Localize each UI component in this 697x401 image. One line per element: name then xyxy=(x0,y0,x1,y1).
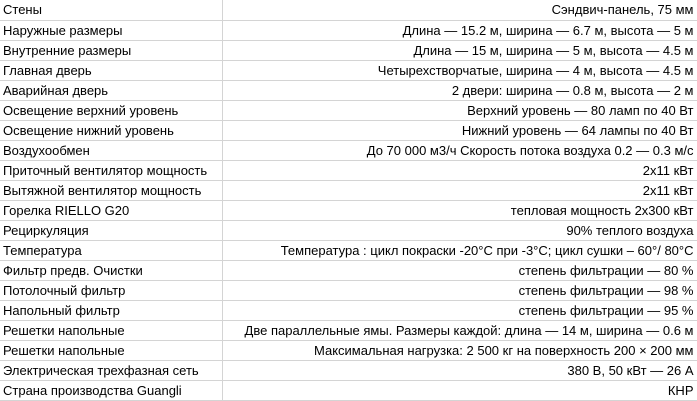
row-value-air-exchange: До 70 000 м3/ч Скорость потока воздуха 0.2 — 0.3 м/с xyxy=(222,140,697,160)
table-row xyxy=(0,320,697,340)
row-value-prefilter: степень фильтрации — 80 % xyxy=(222,260,697,280)
row-label-recirculation: Рециркуляция xyxy=(0,220,222,240)
row-label-floor-grates-pits: Решетки напольные xyxy=(0,320,222,340)
row-label-exhaust-fan: Вытяжной вентилятор мощность xyxy=(0,180,222,200)
row-label-walls: Стены xyxy=(0,0,222,20)
table-row xyxy=(0,80,697,100)
table-row xyxy=(0,360,697,380)
row-label-main-door: Главная дверь xyxy=(0,60,222,80)
table-row xyxy=(0,180,697,200)
table-row xyxy=(0,240,697,260)
row-label-lower-lighting: Освещение нижний уровень xyxy=(0,120,222,140)
table-row xyxy=(0,300,697,320)
row-value-emergency-door: 2 двери: ширина — 0.8 м, высота — 2 м xyxy=(222,80,697,100)
row-value-recirculation: 90% теплого воздуха xyxy=(222,220,697,240)
table-row xyxy=(0,140,697,160)
row-value-upper-lighting: Верхний уровень — 80 ламп по 40 Вт xyxy=(222,100,697,120)
table-row xyxy=(0,40,697,60)
row-value-main-door: Четырехстворчатые, ширина — 4 м, высота — 4.5 м xyxy=(222,60,697,80)
table-row xyxy=(0,60,697,80)
table-row xyxy=(0,340,697,360)
row-value-floor-grates-pits: Две параллельные ямы. Размеры каждой: длина — 14 м, ширина — 0.6 м xyxy=(222,320,697,340)
row-label-burner: Горелка RIELLO G20 xyxy=(0,200,222,220)
table-row xyxy=(0,280,697,300)
table-row xyxy=(0,20,697,40)
row-value-country: КНР xyxy=(222,380,697,400)
row-value-walls: Сэндвич-панель, 75 мм xyxy=(222,0,697,20)
row-label-temperature: Температура xyxy=(0,240,222,260)
row-label-floor-grates-load: Решетки напольные xyxy=(0,340,222,360)
row-label-country: Страна производства Guangli xyxy=(0,380,222,400)
row-label-inner-dimensions: Внутренние размеры xyxy=(0,40,222,60)
row-value-burner: тепловая мощность 2x300 кВт xyxy=(222,200,697,220)
row-label-emergency-door: Аварийная дверь xyxy=(0,80,222,100)
row-label-prefilter: Фильтр предв. Очистки xyxy=(0,260,222,280)
row-value-floor-filter: степень фильтрации — 95 % xyxy=(222,300,697,320)
row-label-floor-filter: Напольный фильтр xyxy=(0,300,222,320)
row-label-air-exchange: Воздухообмен xyxy=(0,140,222,160)
table-row xyxy=(0,200,697,220)
table-row xyxy=(0,120,697,140)
row-label-upper-lighting: Освещение верхний уровень xyxy=(0,100,222,120)
row-value-inner-dimensions: Длина — 15 м, ширина — 5 м, высота — 4.5 м xyxy=(222,40,697,60)
row-value-temperature: Температура : цикл покраски -20°С при -3°С; цикл сушки – 60°/ 80°С xyxy=(222,240,697,260)
row-label-ceiling-filter: Потолочный фильтр xyxy=(0,280,222,300)
row-value-ceiling-filter: степень фильтрации — 98 % xyxy=(222,280,697,300)
table-row xyxy=(0,160,697,180)
row-label-supply-fan: Приточный вентилятор мощность xyxy=(0,160,222,180)
table-row xyxy=(0,260,697,280)
row-value-outer-dimensions: Длина — 15.2 м, ширина — 6.7 м, высота — 5 м xyxy=(222,20,697,40)
table-row xyxy=(0,0,697,20)
row-value-power-supply: 380 В, 50 кВт — 26 А xyxy=(222,360,697,380)
table-row xyxy=(0,220,697,240)
table-row xyxy=(0,380,697,400)
row-value-floor-grates-load: Максимальная нагрузка: 2 500 кг на поверхность 200 × 200 мм xyxy=(222,340,697,360)
table-row xyxy=(0,100,697,120)
row-value-supply-fan: 2x11 кВт xyxy=(222,160,697,180)
row-value-exhaust-fan: 2x11 кВт xyxy=(222,180,697,200)
row-label-outer-dimensions: Наружные размеры xyxy=(0,20,222,40)
row-value-lower-lighting: Нижний уровень — 64 лампы по 40 Вт xyxy=(222,120,697,140)
row-label-power-supply: Электрическая трехфазная сеть xyxy=(0,360,222,380)
